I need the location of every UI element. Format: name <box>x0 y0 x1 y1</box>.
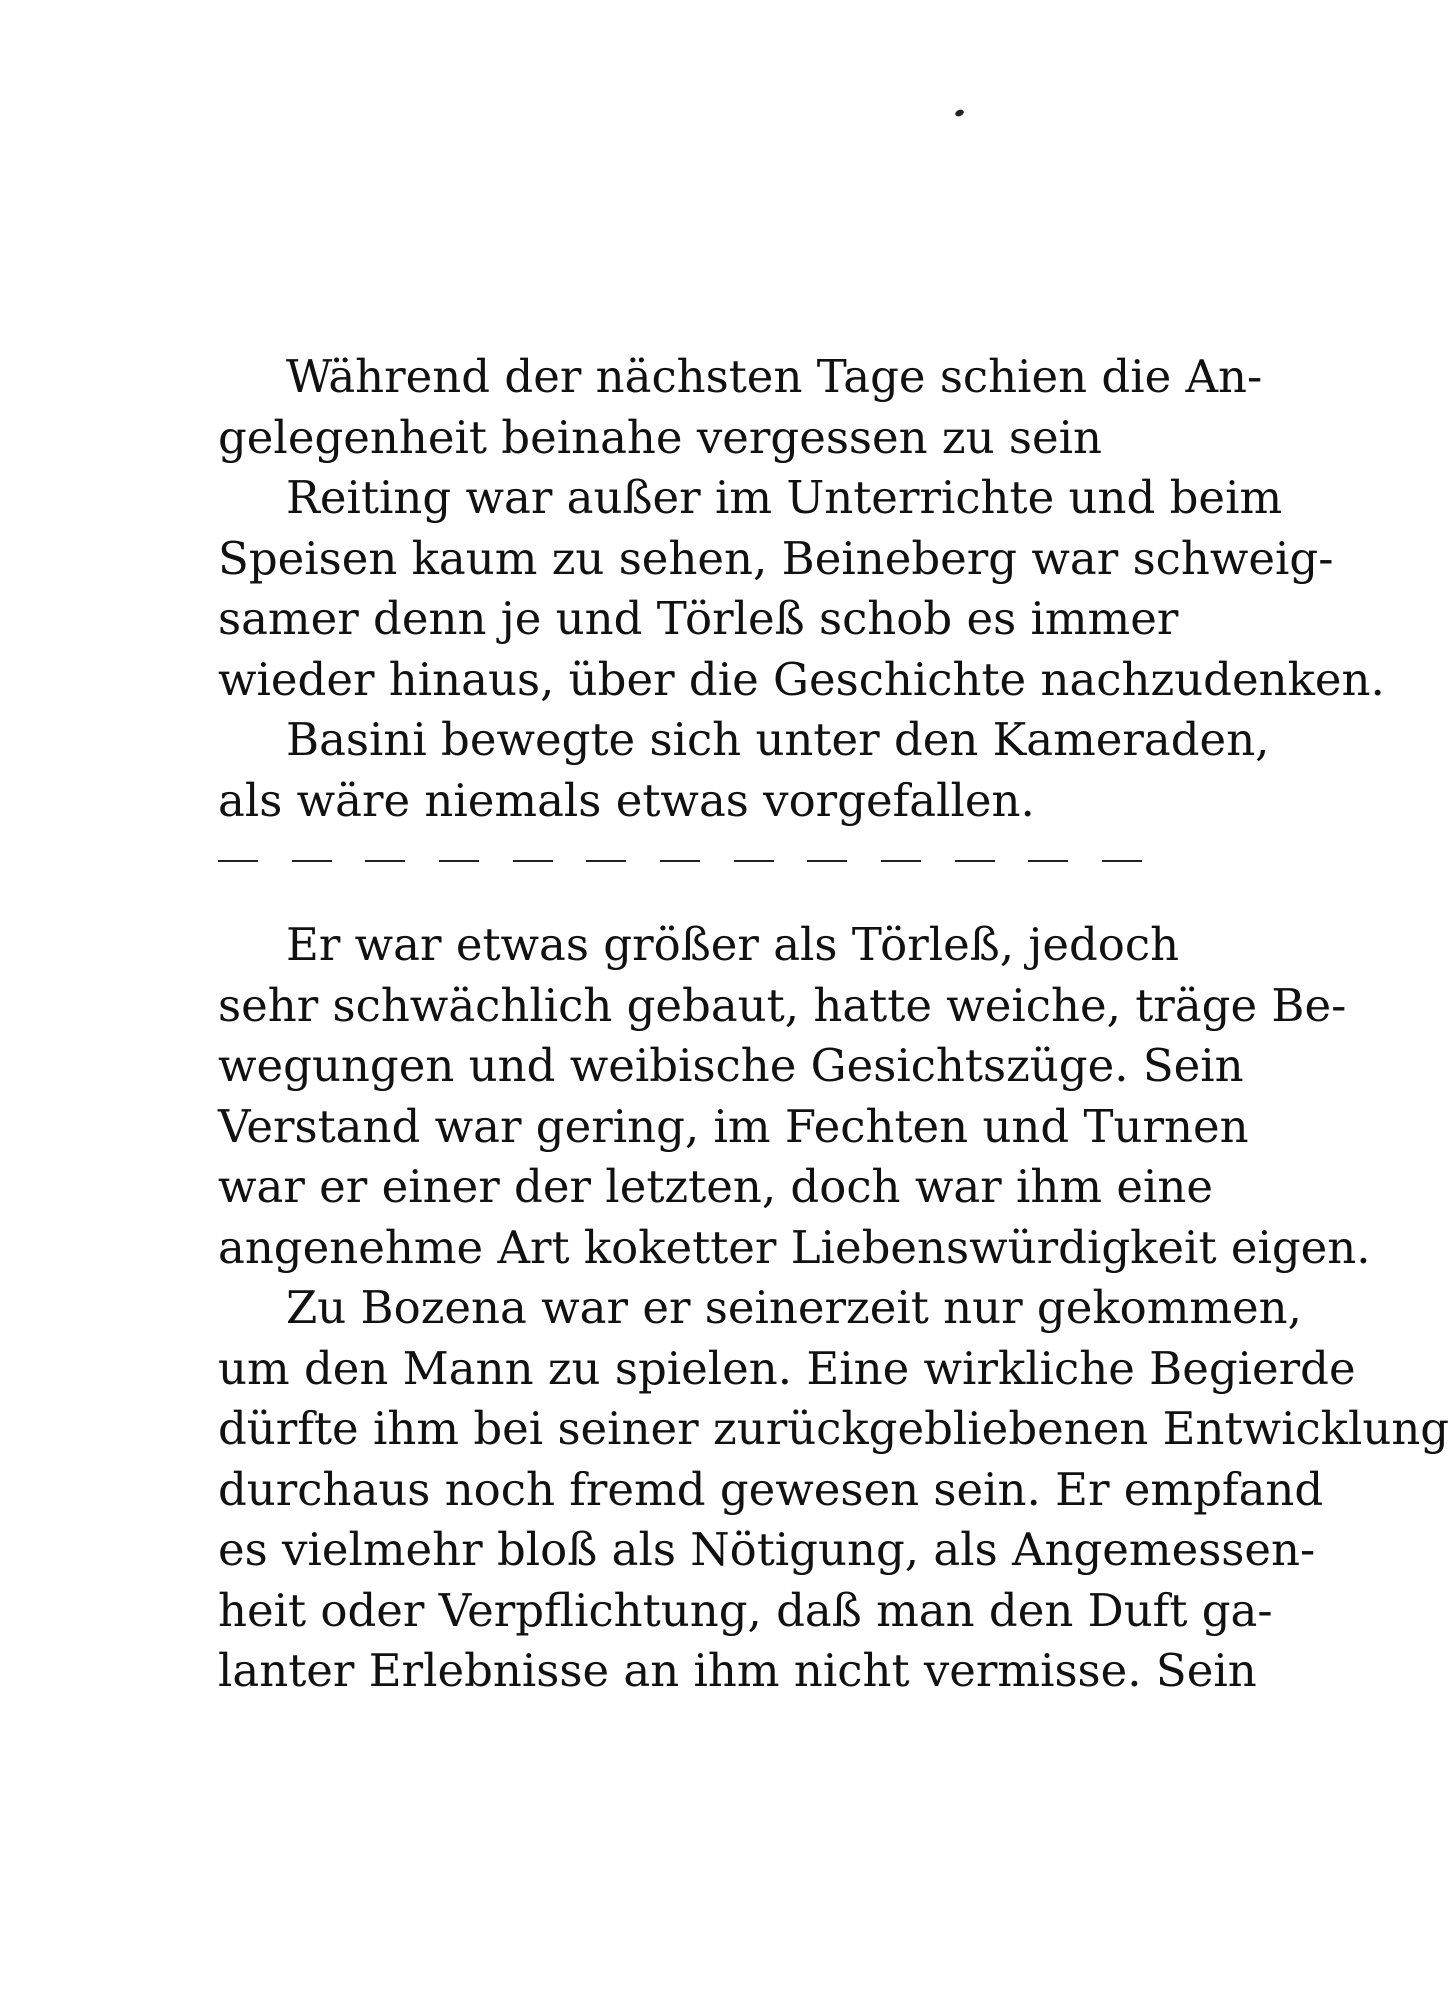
text-line: lanter Erlebnisse an ihm nicht vermisse. Sein <box>218 1644 1257 1697</box>
text-line: gelegenheit beinahe vergessen zu sein <box>218 410 1103 464</box>
text-line: heit oder Verpflichtung, daß man den Duft ga- <box>218 1583 1273 1637</box>
text-line: dürfte ihm bei seiner zurückgebliebenen Entwicklung <box>218 1402 1449 1455</box>
text-line: um den Mann zu spielen. Eine wirkliche Begierde <box>218 1341 1356 1395</box>
ink-speck <box>954 108 965 117</box>
section-separator <box>218 860 1142 863</box>
text-line: angenehme Art koketter Liebenswürdigkeit eigen. <box>218 1220 1371 1274</box>
text-line: Zu Bozena war er seinerzeit nur gekommen, <box>286 1281 1302 1334</box>
text-line: es vielmehr bloß als Nötigung, als Angemessen- <box>218 1523 1316 1576</box>
text-line: Reiting war außer im Unterrichte und beim <box>286 471 1283 524</box>
text-line: Er war etwas größer als Törleß, jedoch <box>286 918 1180 971</box>
text-line: sehr schwächlich gebaut, hatte weiche, träge Be- <box>218 978 1347 1032</box>
paragraph-group-2 <box>218 915 1449 1702</box>
text-line: wieder hinaus, über die Geschichte nachzudenken. <box>218 652 1385 706</box>
paragraph-group-1 <box>218 347 1385 831</box>
text-line: wegungen und weibische Gesichtszüge. Sein <box>218 1039 1244 1092</box>
text-line: Während der nächsten Tage schien die An- <box>286 350 1263 403</box>
text-line: Verstand war gering, im Fechten und Turnen <box>218 1099 1249 1153</box>
text-line: Speisen kaum zu sehen, Beineberg war schweig- <box>218 531 1334 585</box>
text-line: Basini bewegte sich unter den Kameraden, <box>286 713 1270 766</box>
text-line: durchaus noch fremd gewesen sein. Er empfand <box>218 1462 1324 1516</box>
text-line: war er einer der letzten, doch war ihm eine <box>218 1160 1213 1213</box>
text-line: als wäre niemals etwas vorgefallen. <box>218 773 1035 827</box>
text-line: samer denn je und Törleß schob es immer <box>218 592 1179 645</box>
